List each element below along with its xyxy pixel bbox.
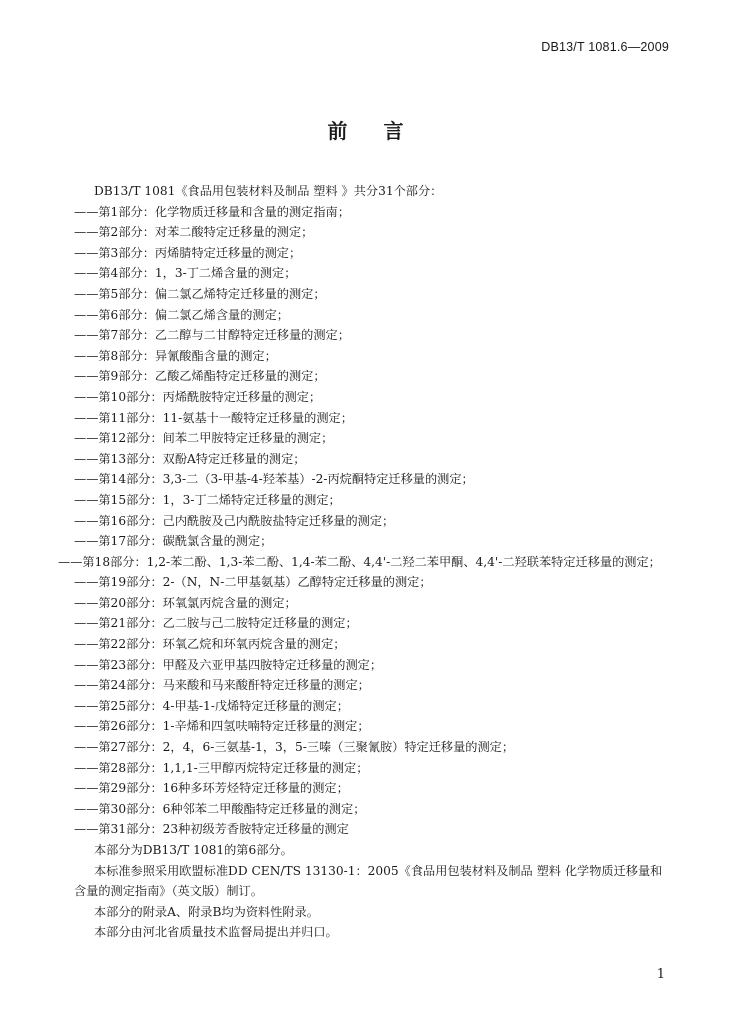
list-item: ——第16部分：己内酰胺及己内酰胺盐特定迁移量的测定； — [74, 513, 395, 528]
list-item: ——第26部分：1-辛烯和四氢呋喃特定迁移量的测定； — [74, 719, 370, 734]
list-item: ——第5部分：偏二氯乙烯特定迁移量的测定； — [74, 286, 326, 301]
list-item: ——第6部分：偏二氯乙烯含量的测定； — [74, 307, 289, 322]
list-item: ——第23部分：甲醛及六亚甲基四胺特定迁移量的测定； — [74, 657, 383, 672]
proposer-statement: 本部分由河北省质量技术监督局提出并归口。 — [94, 925, 338, 940]
list-item: ——第15部分：1，3-丁二烯特定迁移量的测定； — [74, 492, 341, 507]
page-title — [0, 115, 731, 144]
parts-list — [58, 202, 674, 840]
list-item: ——第3部分：丙烯腈特定迁移量的测定； — [74, 245, 302, 260]
reference-statement: 本标准参照采用欧盟标准DD CEN/TS 13130-1：2005《食品用包装材料及制品 塑料 化学物质迁移量和含量的测定指南》（英文版）制订。 — [74, 863, 663, 899]
list-item: ——第10部分：丙烯酰胺特定迁移量的测定； — [74, 389, 322, 404]
list-item: ——第4部分：1，3-丁二烯含量的测定； — [74, 266, 297, 281]
list-item: ——第24部分：马来酸和马来酸酐特定迁移量的测定； — [74, 678, 370, 693]
list-item: ——第19部分：2-（N，N-二甲基氨基）乙醇特定迁移量的测定； — [74, 575, 432, 590]
list-item: ——第7部分：乙二醇与二甘醇特定迁移量的测定； — [74, 328, 350, 343]
list-item: ——第31部分：23种初级芳香胺特定迁移量的测定 — [74, 822, 349, 837]
title-char-1: 前 — [327, 119, 348, 143]
list-item: ——第22部分：环氧乙烷和环氧丙烷含量的测定； — [74, 637, 346, 652]
page-number: 1 — [656, 967, 665, 982]
list-item: ——第14部分：3,3-二（3-甲基-4-羟苯基）-2-丙烷酮特定迁移量的测定； — [74, 472, 474, 487]
list-item: ——第21部分：乙二胺与己二胺特定迁移量的测定； — [74, 616, 358, 631]
list-item: ——第8部分：异氰酸酯含量的测定； — [74, 348, 277, 363]
list-item: ——第27部分：2，4，6-三氨基-1，3，5-三嗪（三聚氰胺）特定迁移量的测定； — [74, 740, 515, 755]
list-item: ——第17部分：碳酰氯含量的测定； — [74, 534, 273, 549]
list-item: ——第20部分：环氧氯丙烷含量的测定； — [74, 595, 297, 610]
list-item: ——第28部分：1,1,1-三甲醇丙烷特定迁移量的测定； — [74, 760, 369, 775]
intro-paragraph: DB13/T 1081《食品用包装材料及制品 塑料 》共分31个部分： — [94, 184, 443, 198]
document-code: DB13/T 1081.6—2009 — [541, 40, 669, 54]
list-item: ——第12部分：间苯二甲胺特定迁移量的测定； — [74, 431, 334, 446]
list-item: ——第1部分：化学物质迁移量和含量的测定指南； — [74, 204, 350, 219]
annex-statement: 本部分的附录A、附录B均为资料性附录。 — [94, 904, 319, 919]
title-char-2: 言 — [383, 119, 404, 143]
list-item: ——第25部分：4-甲基-1-戊烯特定迁移量的测定； — [74, 698, 349, 713]
list-item: ——第2部分：对苯二酸特定迁移量的测定； — [74, 225, 314, 240]
part-statement: 本部分为DB13/T 1081的第6部分。 — [94, 843, 293, 857]
list-item: ——第13部分：双酚A特定迁移量的测定； — [74, 451, 306, 466]
list-item: ——第30部分：6种邻苯二甲酸酯特定迁移量的测定； — [74, 801, 366, 816]
list-item: ——第9部分：乙酸乙烯酯特定迁移量的测定； — [74, 369, 326, 384]
list-item: ——第29部分：16种多环芳烃特定迁移量的测定； — [74, 781, 349, 796]
document-body — [58, 181, 674, 943]
list-item: ——第18部分：1,2-苯二酚、1,3-苯二酚、1,4-苯二酚、4,4'-二羟二苯甲酮、4,4'-二羟联苯特定迁移量的测定； — [58, 554, 661, 569]
list-item: ——第11部分：11-氨基十一酸特定迁移量的测定； — [74, 410, 353, 425]
